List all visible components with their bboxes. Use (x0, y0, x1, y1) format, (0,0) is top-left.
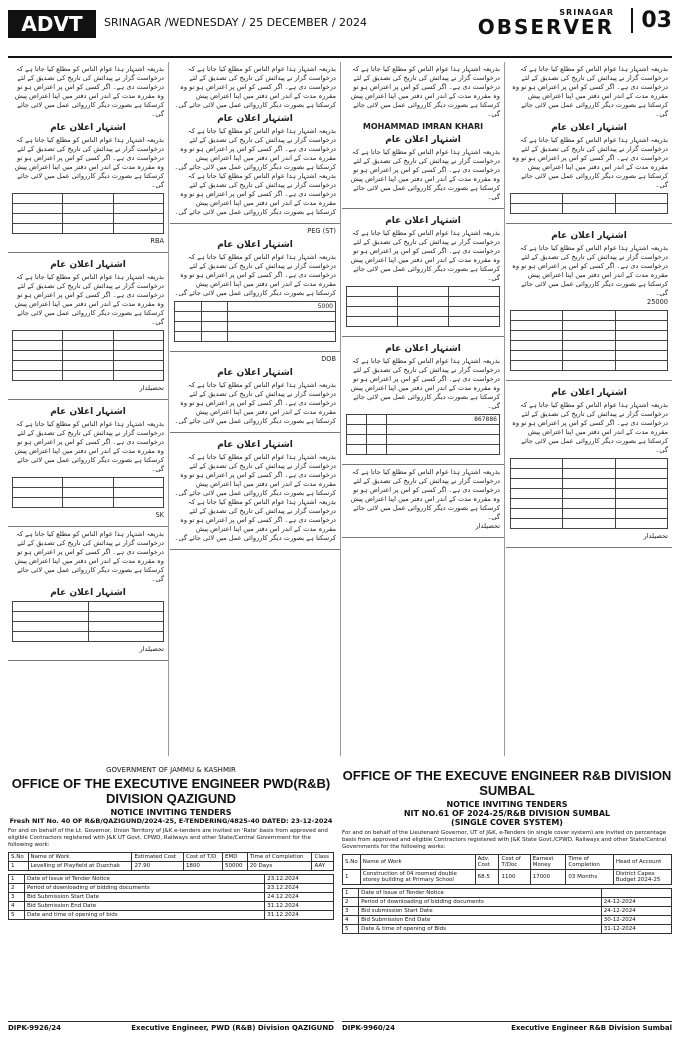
notice-signature: تحصیلدار (139, 645, 164, 653)
cell: 17000 (530, 870, 566, 885)
notice-signature: تحصیلدار (643, 532, 668, 540)
dipk-code: DIPK-9926/24 (8, 1024, 62, 1032)
notice-table (346, 414, 500, 455)
notice-heading: اشتہار اعلان عام (551, 123, 627, 133)
urdu-notice (170, 62, 340, 224)
amount-text: 25000 (647, 298, 668, 306)
notice-code: SK (155, 511, 164, 519)
tender-nit: Fresh NIT No. 40 OF R&B/QAZIGUND/2024-25, E-TENDERING/4825-40 DATED: 23-12-2024 (9, 817, 333, 825)
cell: 3 (343, 907, 359, 916)
notice-table (12, 601, 164, 642)
notice-column-3 (342, 62, 505, 756)
notice-heading: اشتہار اعلان عام (385, 135, 461, 145)
notice-code: PEG (ST) (307, 227, 336, 235)
cell: Construction of 04 roomed double storey building at Primary School (360, 870, 475, 885)
urdu-notice (506, 381, 672, 548)
tender-footer (8, 1021, 334, 1032)
cell: 31-12-2024 (601, 925, 671, 934)
notice-body: بذریعہ اشتہار ہذا عوام الناس کو مطلع کیا جاتا ہے کہ درخواست گزار نے پیدائش کی تاریخ کی تصدیق کے لئے درخواست دی ہے۔ اگر کسی کو اس پر اعتراض ہو تو وہ مقررہ مدت کے اندر اس دفتر میں اپنا اعتراض پیش کرسکتا ہے بصورت دیگر کارروائی عمل میں لائی جائے گی۔ (174, 127, 336, 171)
cell: 24-12-2024 (601, 898, 671, 907)
cell: 31.12.2024 (265, 902, 334, 911)
table-header-row (343, 855, 672, 870)
masthead (8, 6, 672, 58)
tender-signature: Executive Engineer R&B Division Sumbal (511, 1024, 672, 1032)
paper-title: OBSERVER (477, 15, 614, 39)
tender-notice-sumbal (342, 766, 672, 1032)
section-label: ADVT (8, 10, 96, 38)
table-row (9, 902, 334, 911)
header-cell: EMD (223, 853, 248, 862)
notice-body: بذریعہ اشتہار ہذا عوام الناس کو مطلع کیا جاتا ہے کہ درخواست گزار نے پیدائش کی تاریخ کی تصدیق کے لئے درخواست دی ہے۔ اگر کسی کو اس پر اعتراض ہو تو وہ مقررہ مدت کے اندر اس دفتر میں اپنا اعتراض پیش کرسکتا ہے بصورت دیگر کارروائی عمل میں لائی جائے گی۔ (174, 498, 336, 542)
dipk-code: DIPK-9960/24 (342, 1024, 396, 1032)
notice-table (346, 286, 500, 327)
notice-code: RBA (150, 237, 164, 245)
notice-table (12, 193, 164, 234)
notice-heading: اشتہار اعلان عام (385, 216, 461, 226)
header-cell: Cost of T/Doc (499, 855, 530, 870)
amount-cell: 5000 (228, 302, 336, 312)
cell: Bid Submission Start Date (24, 893, 264, 902)
cell: 1 (343, 889, 359, 898)
notice-heading: اشتہار اعلان عام (385, 344, 461, 354)
notice-table (510, 458, 668, 529)
cell: Bid Submission End Date (359, 916, 602, 925)
urdu-notice (170, 352, 340, 433)
notice-heading: اشتہار اعلان عام (217, 368, 293, 378)
notice-body: بذریعہ اشتہار ہذا عوام الناس کو مطلع کیا جاتا ہے کہ درخواست گزار نے پیدائش کی تاریخ کی تصدیق کے لئے درخواست دی ہے۔ اگر کسی کو اس پر اعتراض ہو تو وہ مقررہ مدت کے اندر اس دفتر میں اپنا اعتراض پیش کرسکتا ہے بصورت دیگر کارروائی عمل میں لائی جائے گی۔ (14, 273, 164, 326)
cell: 3 (9, 893, 25, 902)
notice-body: بذریعہ اشتہار ہذا عوام الناس کو مطلع کیا جاتا ہے کہ درخواست گزار نے پیدائش کی تاریخ کی تصدیق کے لئے درخواست دی ہے۔ اگر کسی کو اس پر اعتراض ہو تو وہ مقررہ مدت کے اندر اس دفتر میں اپنا اعتراض پیش کرسکتا ہے بصورت دیگر کارروائی عمل میں لائی جائے گی۔ (512, 65, 668, 118)
table-header-row (9, 853, 334, 862)
notice-heading: اشتہار اعلان عام (551, 388, 627, 398)
cell: 4 (343, 916, 359, 925)
cell: 30-12-2024 (601, 916, 671, 925)
tender-works-table (8, 852, 334, 871)
table-row (9, 862, 334, 871)
header-cell: S.No (9, 853, 29, 862)
notice-body: بذریعہ اشتہار ہذا عوام الناس کو مطلع کیا جاتا ہے کہ درخواست گزار نے پیدائش کی تاریخ کی تصدیق کے لئے درخواست دی ہے۔ اگر کسی کو اس پر اعتراض ہو تو وہ مقررہ مدت کے اندر اس دفتر میں اپنا اعتراض پیش کرسکتا ہے بصورت دیگر کارروائی عمل میں لائی جائے گی۔ (174, 453, 336, 497)
urdu-notice (8, 62, 168, 253)
notice-body: بذریعہ اشتہار ہذا عوام الناس کو مطلع کیا جاتا ہے کہ درخواست گزار نے پیدائش کی تاریخ کی تصدیق کے لئے درخواست دی ہے۔ اگر کسی کو اس پر اعتراض ہو تو وہ مقررہ مدت کے اندر اس دفتر میں اپنا اعتراض پیش کرسکتا ہے بصورت دیگر کارروائی عمل میں لائی جائے گی۔ (512, 401, 668, 454)
table-row (343, 889, 672, 898)
header-cell: S.No (343, 855, 361, 870)
cell: 24.12.2024 (265, 893, 334, 902)
notice-body: بذریعہ اشتہار ہذا عوام الناس کو مطلع کیا جاتا ہے کہ درخواست گزار نے پیدائش کی تاریخ کی تصدیق کے لئے درخواست دی ہے۔ اگر کسی کو اس پر اعتراض ہو تو وہ مقررہ مدت کے اندر اس دفتر میں اپنا اعتراض پیش کرسکتا ہے بصورت دیگر کارروائی عمل میں لائی جائے گی۔ (350, 468, 500, 521)
notice-heading: اشتہار اعلان عام (551, 231, 627, 241)
applicant-name: MOHAMMAD IMRAN KHARI (362, 122, 484, 131)
notice-body: بذریعہ اشتہار ہذا عوام الناس کو مطلع کیا جاتا ہے کہ درخواست گزار نے پیدائش کی تاریخ کی تصدیق کے لئے درخواست دی ہے۔ اگر کسی کو اس پر اعتراض ہو تو وہ مقررہ مدت کے اندر اس دفتر میں اپنا اعتراض پیش کرسکتا ہے بصورت دیگر کارروائی عمل میں لائی جائے گی۔ (14, 530, 164, 583)
header-cell: Class (312, 853, 334, 862)
notice-column-2 (170, 62, 341, 756)
cell: 4 (9, 902, 25, 911)
cell: 27.90 (132, 862, 184, 871)
cell: Bid Submission End Date (24, 902, 264, 911)
urdu-notice (170, 433, 340, 550)
urdu-notice (342, 209, 504, 337)
urdu-notice (8, 400, 168, 527)
paper-logo (478, 8, 614, 37)
tender-notice-qazigund (8, 766, 334, 1032)
notice-heading: اشتہار اعلان عام (50, 123, 126, 133)
urdu-notice (342, 337, 504, 465)
urdu-notice (8, 253, 168, 400)
table-row (343, 907, 672, 916)
cell: 50000 (223, 862, 248, 871)
header-cell: Time of Completion (566, 855, 613, 870)
cell: 1800 (183, 862, 222, 871)
cell: Date of Issue of Tender Notice (359, 889, 602, 898)
notice-body: بذریعہ اشتہار ہذا عوام الناس کو مطلع کیا جاتا ہے کہ درخواست گزار نے پیدائش کی تاریخ کی تصدیق کے لئے درخواست دی ہے۔ اگر کسی کو اس پر اعتراض ہو تو وہ مقررہ مدت کے اندر اس دفتر میں اپنا اعتراض پیش کرسکتا ہے بصورت دیگر کارروائی عمل میں لائی جائے گی۔ (174, 65, 336, 109)
notice-signature: تحصیلدار (475, 522, 500, 530)
tender-nit: NIT NO.61 OF 2024-25/R&B DIVISION SUMBAL (403, 809, 611, 818)
header-cell: Estimated Cost (132, 853, 184, 862)
cell: 1 (343, 870, 361, 885)
cell: 5 (343, 925, 359, 934)
header-cell: Name of Work (28, 853, 132, 862)
cell: 2 (9, 884, 25, 893)
tender-schedule-table (8, 874, 334, 920)
header-cell: Time of Completion (247, 853, 312, 862)
notice-body: بذریعہ اشتہار ہذا عوام الناس کو مطلع کیا جاتا ہے کہ درخواست گزار نے پیدائش کی تاریخ کی تصدیق کے لئے درخواست دی ہے۔ اگر کسی کو اس پر اعتراض ہو تو وہ مقررہ مدت کے اندر اس دفتر میں اپنا اعتراض پیش کرسکتا ہے بصورت دیگر کارروائی عمل میں لائی جائے گی۔ (174, 172, 336, 216)
header-cell: Cost of T/D (183, 853, 222, 862)
notice-body: بذریعہ اشتہار ہذا عوام الناس کو مطلع کیا جاتا ہے کہ درخواست گزار نے پیدائش کی تاریخ کی تصدیق کے لئے درخواست دی ہے۔ اگر کسی کو اس پر اعتراض ہو تو وہ مقررہ مدت کے اندر اس دفتر میں اپنا اعتراض پیش کرسکتا ہے بصورت دیگر کارروائی عمل میں لائی جائے گی۔ (350, 229, 500, 282)
cell: 5 (9, 911, 25, 920)
tender-title: OFFICE OF THE EXECUVE ENGINEER R&B DIVISION SUMBAL (342, 768, 672, 798)
notice-code: DOB (321, 355, 336, 363)
notice-body: بذریعہ اشتہار ہذا عوام الناس کو مطلع کیا جاتا ہے کہ درخواست گزار نے پیدائش کی تاریخ کی تصدیق کے لئے درخواست دی ہے۔ اگر کسی کو اس پر اعتراض ہو تو وہ مقررہ مدت کے اندر اس دفتر میں اپنا اعتراض پیش کرسکتا ہے بصورت دیگر کارروائی عمل میں لائی جائے گی۔ (14, 65, 164, 118)
header-cell: Name of Work (360, 855, 475, 870)
table-row (343, 898, 672, 907)
notice-body: بذریعہ اشتہار ہذا عوام الناس کو مطلع کیا جاتا ہے کہ درخواست گزار نے پیدائش کی تاریخ کی تصدیق کے لئے درخواست دی ہے۔ اگر کسی کو اس پر اعتراض ہو تو وہ مقررہ مدت کے اندر اس دفتر میں اپنا اعتراض پیش کرسکتا ہے بصورت دیگر کارروائی عمل میں لائی جائے گی۔ (14, 420, 164, 473)
cell: Date of Issue of Tender Notice (24, 875, 264, 884)
notice-body: بذریعہ اشتہار ہذا عوام الناس کو مطلع کیا جاتا ہے کہ درخواست گزار نے پیدائش کی تاریخ کی تصدیق کے لئے درخواست دی ہے۔ اگر کسی کو اس پر اعتراض ہو تو وہ مقررہ مدت کے اندر اس دفتر میں اپنا اعتراض پیش کرسکتا ہے بصورت دیگر کارروائی عمل میں لائی جائے گی۔ (512, 244, 668, 297)
cell: District Capex Budget 2024-25 (613, 870, 671, 885)
cell: 23.12.2024 (265, 884, 334, 893)
paper-city: SRINAGAR (559, 8, 614, 17)
urdu-notice (342, 62, 504, 209)
notice-column-1 (8, 62, 169, 756)
cell: 23.12.2024 (265, 875, 334, 884)
notice-table (174, 301, 336, 342)
header-cell: Adv. Cost (475, 855, 499, 870)
dateline: SRINAGAR /WEDNESDAY / 25 DECEMBER / 2024 (104, 16, 368, 29)
notice-heading: اشتہار اعلان عام (217, 240, 293, 250)
tender-notice-label: NOTICE INVITING TENDERS (446, 800, 568, 809)
notice-heading: اشتہار اعلان عام (50, 407, 126, 417)
notice-table (510, 193, 668, 214)
notice-heading: اشتہار اعلان عام (50, 588, 126, 598)
tender-signature: Executive Engineer, PWD (R&B) Division QAZIGUND (131, 1024, 334, 1032)
table-row (9, 875, 334, 884)
cell: Period of downloading of bidding documents (359, 898, 602, 907)
table-row (343, 925, 672, 934)
urdu-notice (8, 527, 168, 661)
cell: 1 (9, 862, 29, 871)
tender-system: (SINGLE COVER SYSTEM) (451, 818, 563, 827)
cell (601, 889, 671, 898)
cell: Period of downloading of bidding documents (24, 884, 264, 893)
urdu-notice (170, 224, 340, 352)
table-row (9, 893, 334, 902)
notice-column-4 (506, 62, 672, 756)
notice-heading: اشتہار اعلان عام (217, 114, 293, 124)
cell: Bid submission Start Date (359, 907, 602, 916)
urdu-notice (342, 465, 504, 538)
tender-footer (342, 1021, 672, 1032)
cell: Date & time of opening of Bids (359, 925, 602, 934)
notice-body: بذریعہ اشتہار ہذا عوام الناس کو مطلع کیا جاتا ہے کہ درخواست گزار نے پیدائش کی تاریخ کی تصدیق کے لئے درخواست دی ہے۔ اگر کسی کو اس پر اعتراض ہو تو وہ مقررہ مدت کے اندر اس دفتر میں اپنا اعتراض پیش کرسکتا ہے بصورت دیگر کارروائی عمل میں لائی جائے گی۔ (174, 381, 336, 425)
tender-notice-label: NOTICE INVITING TENDERS (110, 808, 232, 817)
tender-title: OFFICE OF THE EXECUTIVE ENGINEER PWD(R&B) DIVISION QAZIGUND (11, 776, 331, 806)
notice-body: بذریعہ اشتہار ہذا عوام الناس کو مطلع کیا جاتا ہے کہ درخواست گزار نے پیدائش کی تاریخ کی تصدیق کے لئے درخواست دی ہے۔ اگر کسی کو اس پر اعتراض ہو تو وہ مقررہ مدت کے اندر اس دفتر میں اپنا اعتراض پیش کرسکتا ہے بصورت دیگر کارروائی عمل میں لائی جائے گی۔ (512, 136, 668, 189)
urdu-notice (506, 224, 672, 381)
page-number: 03 (631, 8, 672, 33)
notice-table (510, 310, 668, 371)
cell: 2 (343, 898, 359, 907)
notice-heading: اشتہار اعلان عام (50, 260, 126, 270)
cell: Date and time of opening of bids (24, 911, 264, 920)
cell: 68.5 (475, 870, 499, 885)
notice-heading: اشتہار اعلان عام (217, 440, 293, 450)
cell: 31.12.2024 (265, 911, 334, 920)
tender-intro: For and on behalf of the Lt. Governor, Union Territory of J&K e-tenders are invited on 'Rate' basis from approved and eligible Contractors registered with J&K UT Govt, CPWD, Railways and other State/Central Government for the following work: (8, 828, 328, 848)
cell: 1 (9, 875, 25, 884)
notice-body: بذریعہ اشتہار ہذا عوام الناس کو مطلع کیا جاتا ہے کہ درخواست گزار نے پیدائش کی تاریخ کی تصدیق کے لئے درخواست دی ہے۔ اگر کسی کو اس پر اعتراض ہو تو وہ مقررہ مدت کے اندر اس دفتر میں اپنا اعتراض پیش کرسکتا ہے بصورت دیگر کارروائی عمل میں لائی جائے گی۔ (350, 148, 500, 201)
header-cell: Head of Account (613, 855, 671, 870)
cell: Levelling of Playfield at Duzchak (28, 862, 132, 871)
cell: 03 Months (566, 870, 613, 885)
notice-body: بذریعہ اشتہار ہذا عوام الناس کو مطلع کیا جاتا ہے کہ درخواست گزار نے پیدائش کی تاریخ کی تصدیق کے لئے درخواست دی ہے۔ اگر کسی کو اس پر اعتراض ہو تو وہ مقررہ مدت کے اندر اس دفتر میں اپنا اعتراض پیش کرسکتا ہے بصورت دیگر کارروائی عمل میں لائی جائے گی۔ (174, 253, 336, 297)
table-row (343, 916, 672, 925)
table-row (343, 870, 672, 885)
tender-works-table (342, 854, 672, 885)
tender-schedule-table (342, 888, 672, 934)
cell: 1100 (499, 870, 530, 885)
cell: 20 Days (247, 862, 312, 871)
notice-body: بذریعہ اشتہار ہذا عوام الناس کو مطلع کیا جاتا ہے کہ درخواست گزار نے پیدائش کی تاریخ کی تصدیق کے لئے درخواست دی ہے۔ اگر کسی کو اس پر اعتراض ہو تو وہ مقررہ مدت کے اندر اس دفتر میں اپنا اعتراض پیش کرسکتا ہے بصورت دیگر کارروائی عمل میں لائی جائے گی۔ (350, 357, 500, 410)
notice-signature: تحصیلدار (139, 384, 164, 392)
notice-body: بذریعہ اشتہار ہذا عوام الناس کو مطلع کیا جاتا ہے کہ درخواست گزار نے پیدائش کی تاریخ کی تصدیق کے لئے درخواست دی ہے۔ اگر کسی کو اس پر اعتراض ہو تو وہ مقررہ مدت کے اندر اس دفتر میں اپنا اعتراض پیش کرسکتا ہے بصورت دیگر کارروائی عمل میں لائی جائے گی۔ (14, 136, 164, 189)
table-row (9, 911, 334, 920)
cell: 24-12-2024 (601, 907, 671, 916)
notice-table (12, 330, 164, 381)
table-row (9, 884, 334, 893)
government-line: GOVERNMENT OF JAMMU & KASHMIR (106, 766, 236, 774)
notice-table (12, 477, 164, 508)
cell: AAY (312, 862, 334, 871)
header-cell: Earnest Money (530, 855, 566, 870)
notice-body: بذریعہ اشتہار ہذا عوام الناس کو مطلع کیا جاتا ہے کہ درخواست گزار نے پیدائش کی تاریخ کی تصدیق کے لئے درخواست دی ہے۔ اگر کسی کو اس پر اعتراض ہو تو وہ مقررہ مدت کے اندر اس دفتر میں اپنا اعتراض پیش کرسکتا ہے بصورت دیگر کارروائی عمل میں لائی جائے گی۔ (350, 65, 500, 118)
tender-intro: For and on behalf of the Lieutenant Governor, UT of J&K, e-Tenders (in single cover system) are invited on percentage basis from approved and eligible Contractors registered with J&K State Govt./CPWD, Railways and other State/Central Governments for the following works: (342, 830, 667, 850)
urdu-notice (506, 62, 672, 224)
amount-cell: 867886 (387, 415, 500, 425)
